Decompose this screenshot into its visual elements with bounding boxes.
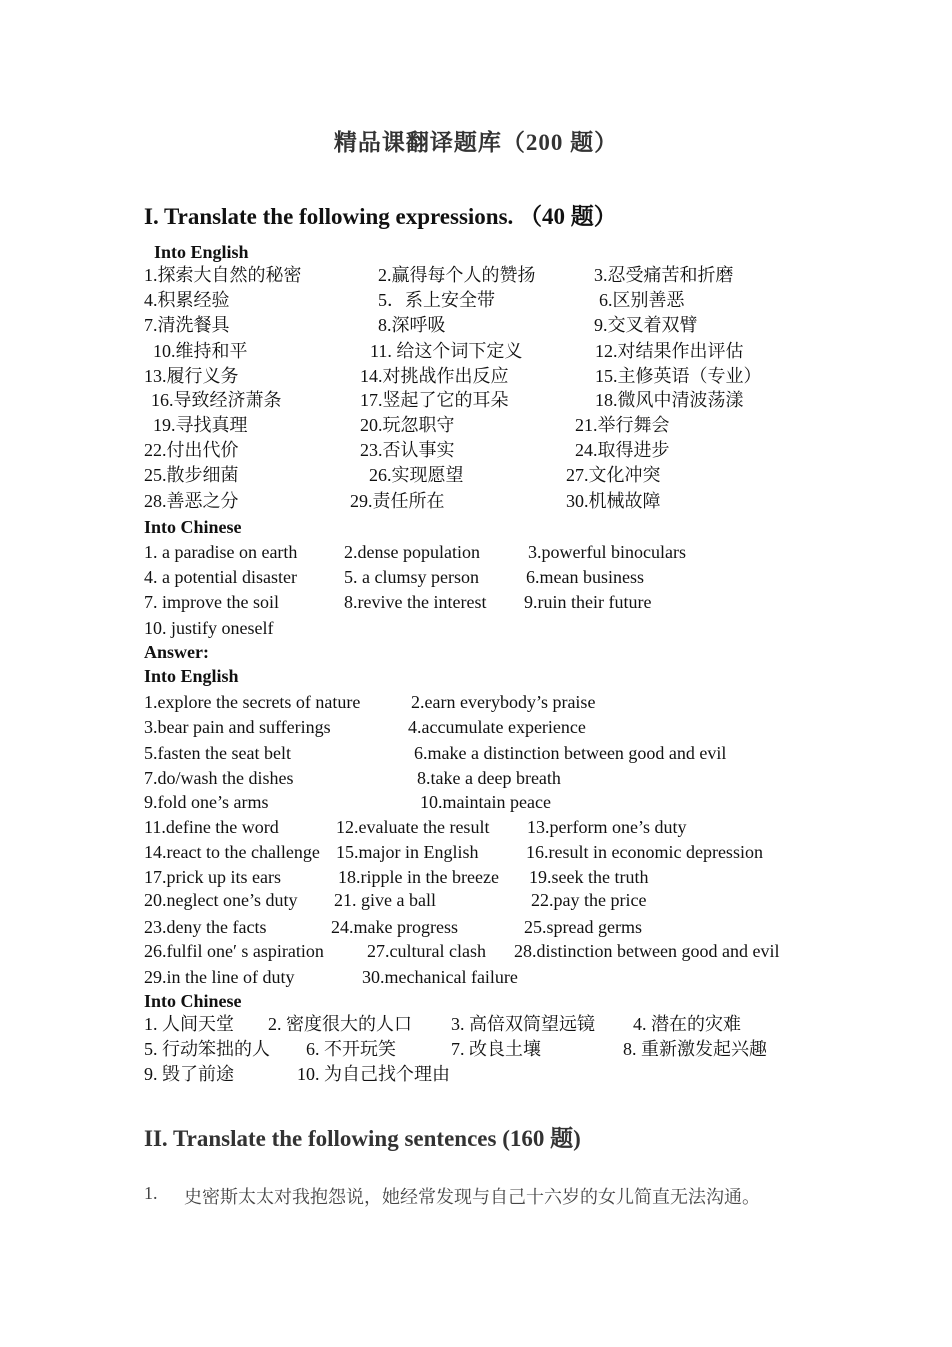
into-english-label: Into English [154,242,249,262]
answer-item: 10.maintain peace [420,792,551,812]
answer-item: 9.fold one’s arms [144,792,269,812]
exercise-item: 6.区别善恶 [599,290,685,310]
exercise-item: 4. a potential disaster [144,567,297,587]
answer-item: 6.make a distinction between good and evil [414,743,727,763]
exercise-item: 1. a paradise on earth [144,542,298,562]
section2-heading: II. Translate the following sentences (160 题) [144,1126,581,1151]
exercise-item: 29.责任所在 [350,491,445,511]
answer-item: 4.accumulate experience [408,717,586,737]
answer-item: 24.make progress [331,917,458,937]
answer-item: 3. 高倍双筒望远镜 [451,1014,595,1034]
answer-item: 27.cultural clash [367,941,486,961]
answer-into-english-label: Into English [144,666,239,686]
exercise-item: 2.dense population [344,542,480,562]
exercise-item: 9.ruin their future [524,592,652,612]
answer-item: 5. 行动笨拙的人 [144,1039,270,1059]
exercise-item: 4.积累经验 [144,290,230,310]
exercise-item: 7.清洗餐具 [144,315,230,335]
exercise-item: 22.付出代价 [144,440,239,460]
exercise-item: 21.举行舞会 [575,415,670,435]
answer-item: 11.define the word [144,817,279,837]
exercise-item: 12.对结果作出评估 [595,341,744,361]
exercise-item: 30.机械故障 [566,491,661,511]
answer-item: 21. give a ball [334,890,436,910]
answer-item: 4. 潜在的灾难 [633,1014,741,1034]
answer-item: 17.prick up its ears [144,867,281,887]
answer-item: 8.take a deep breath [417,768,561,788]
answer-item: 19.seek the truth [529,867,649,887]
answer-item: 20.neglect one’s duty [144,890,298,910]
answer-item: 30.mechanical failure [362,967,518,987]
exercise-item: 6.mean business [526,567,644,587]
exercise-item: 5．系上安全带 [378,290,495,310]
exercise-item: 7. improve the soil [144,592,279,612]
exercise-item: 16.导致经济萧条 [151,390,282,410]
answer-item: 1.explore the secrets of nature [144,692,361,712]
answer-item: 29.in the line of duty [144,967,295,987]
answer-item: 6. 不开玩笑 [306,1039,396,1059]
answer-item: 22.pay the price [531,890,647,910]
answer-into-chinese-label: Into Chinese [144,991,242,1011]
exercise-item: 26.实现愿望 [369,465,464,485]
exercise-item: 19.寻找真理 [153,415,248,435]
exercise-item: 14.对挑战作出反应 [360,366,509,386]
exercise-item: 17.竖起了它的耳朵 [360,390,509,410]
answer-item: 3.bear pain and sufferings [144,717,331,737]
answer-item: 15.major in English [336,842,479,862]
exercise-item: 15.主修英语（专业） [595,366,762,386]
exercise-item: 13.履行义务 [144,366,239,386]
exercise-item: 23.否认事实 [360,440,455,460]
exercise-item: 28.善恶之分 [144,491,239,511]
answer-item: 10. 为自己找个理由 [297,1064,450,1084]
exercise-item: 11. 给这个词下定义 [370,341,523,361]
exercise-item: 18.微风中清波荡漾 [595,390,744,410]
answer-item: 9. 毁了前途 [144,1064,234,1084]
exercise-item: 3.powerful binoculars [528,542,686,562]
answer-item: 26.fulfil one′ s aspiration [144,941,324,961]
exercise-item: 5. a clumsy person [344,567,479,587]
exercise-item: 2.赢得每个人的赞扬 [378,265,536,285]
answer-item: 13.perform one’s duty [527,817,687,837]
answer-item: 2. 密度很大的人口 [268,1014,412,1034]
sentence-text: 史密斯太太对我抱怨说，她经常发现与自己十六岁的女儿简直无法沟通。 [184,1187,760,1207]
sentence-number: 1. [144,1183,158,1203]
answer-item: 7. 改良土壤 [451,1039,541,1059]
into-chinese-label: Into Chinese [144,517,242,537]
exercise-item: 10. justify oneself [144,618,274,638]
answer-item: 28.distinction between good and evil [514,941,780,961]
answer-item: 8. 重新激发起兴趣 [623,1039,767,1059]
exercise-item: 8.revive the interest [344,592,487,612]
exercise-item: 27.文化冲突 [566,465,661,485]
exercise-item: 24.取得进步 [575,440,670,460]
answer-item: 7.do/wash the dishes [144,768,294,788]
exercise-item: 20.玩忽职守 [360,415,455,435]
exercise-item: 10.维持和平 [153,341,248,361]
answer-label: Answer: [144,642,209,662]
answer-item: 12.evaluate the result [336,817,490,837]
exercise-item: 3.忍受痛苦和折磨 [594,265,734,285]
answer-item: 18.ripple in the breeze [338,867,499,887]
answer-item: 23.deny the facts [144,917,267,937]
exercise-item: 25.散步细菌 [144,465,239,485]
answer-item: 16.result in economic depression [526,842,763,862]
exercise-item: 9.交叉着双臂 [594,315,698,335]
answer-item: 14.react to the challenge [144,842,320,862]
exercise-item: 8.深呼吸 [378,315,446,335]
answer-item: 25.spread germs [524,917,642,937]
exercise-item: 1.探索大自然的秘密 [144,265,302,285]
answer-item: 1. 人间天堂 [144,1014,234,1034]
answer-item: 5.fasten the seat belt [144,743,291,763]
answer-item: 2.earn everybody’s praise [411,692,596,712]
page-title: 精品课翻译题库（200 题） [333,130,619,155]
section1-heading: I. Translate the following expressions. （40 题） [144,204,617,229]
